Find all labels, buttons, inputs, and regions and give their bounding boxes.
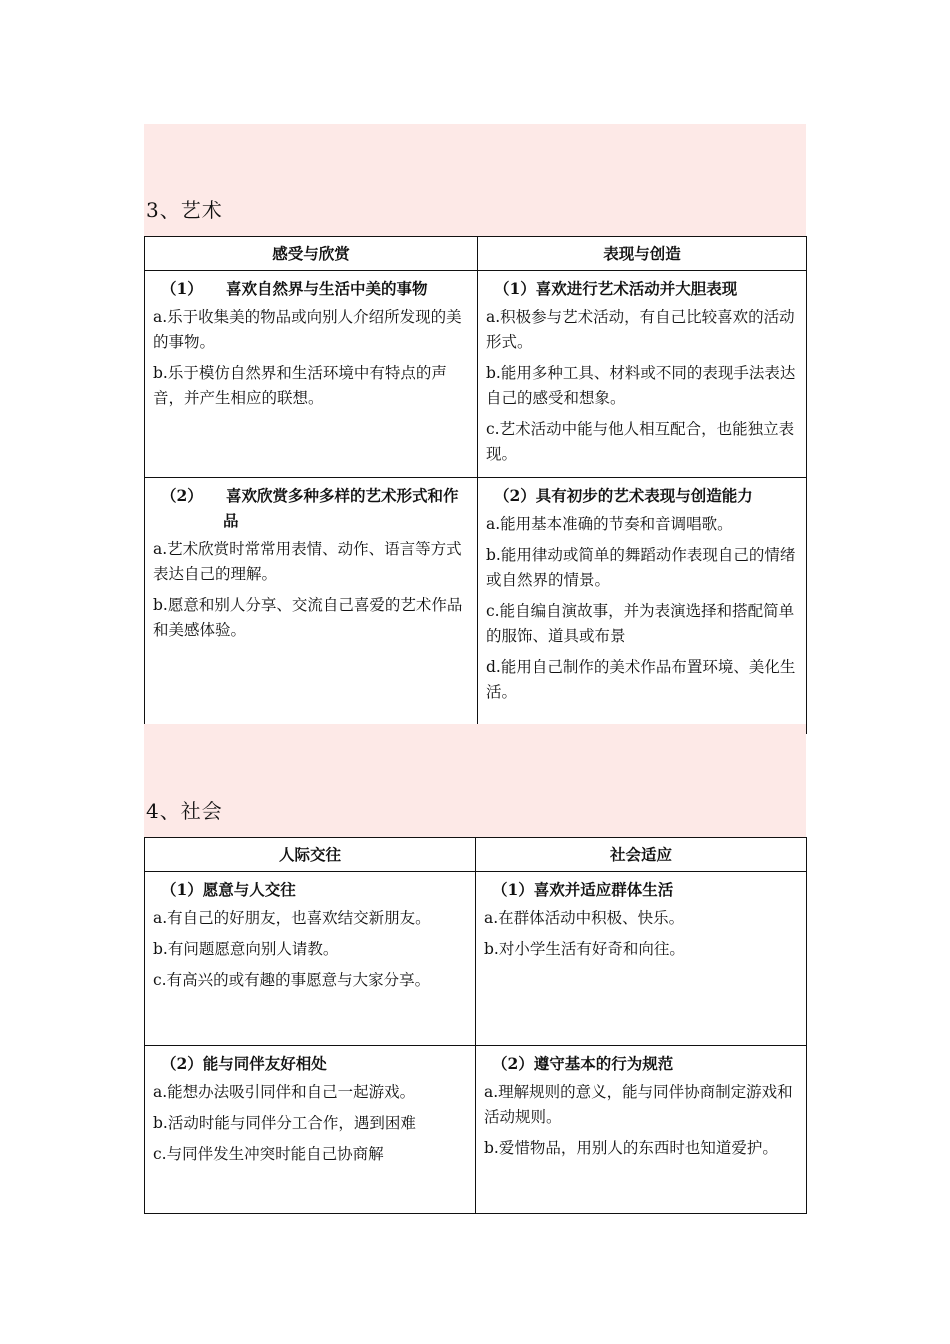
social-goal-1-left-item-a: a.有自己的好朋友，也喜欢结交新朋友。 bbox=[153, 909, 431, 927]
art-goal-1-right-item-a: a.积极参与艺术活动，有自己比较喜欢的活动形式。 bbox=[486, 308, 795, 351]
art-goal-1-right-item-b: b.能用多种工具、材料或不同的表现手法表达自己的感受和想象。 bbox=[486, 364, 796, 407]
social-goal-2-left-item-b: b.活动时能与同伴分工合作，遇到困难 bbox=[153, 1114, 416, 1132]
art-goal-1-left-title: （1） 喜欢自然界与生活中美的事物 bbox=[161, 279, 428, 298]
social-header-row bbox=[145, 838, 807, 872]
art-goal-2-right-item-b: b.能用律动或简单的舞蹈动作表现自己的情绪或自然界的情景。 bbox=[486, 546, 796, 589]
art-goal-1-left-item-a: a.乐于收集美的物品或向别人介绍所发现的美的事物。 bbox=[153, 308, 462, 351]
art-header-row bbox=[145, 237, 807, 271]
art-col-left-header: 感受与欣赏 bbox=[145, 237, 478, 271]
social-col-left-header: 人际交往 bbox=[145, 838, 476, 872]
social-goal-2-left-item-a: a.能想办法吸引同伴和自己一起游戏。 bbox=[153, 1083, 416, 1101]
social-goal-1-right-item-b: b.对小学生活有好奇和向往。 bbox=[484, 940, 685, 958]
art-goal-1-right-item-c: c.艺术活动中能与他人相互配合，也能独立表现。 bbox=[486, 420, 795, 463]
social-row-1-left-cell bbox=[145, 872, 476, 1046]
art-goal-2-left-item-b: b.愿意和别人分享、交流自己喜爱的艺术作品和美感体验。 bbox=[153, 596, 463, 639]
art-table bbox=[144, 236, 807, 734]
social-goal-2-left-title: （2）能与同伴友好相处 bbox=[161, 1054, 327, 1073]
art-goal-1-left-item-b: b.乐于模仿自然界和生活环境中有特点的声音，并产生相应的联想。 bbox=[153, 364, 447, 407]
social-col-right-header: 社会适应 bbox=[476, 838, 807, 872]
social-goal-1-right-item-a: a.在群体活动中积极、快乐。 bbox=[484, 909, 685, 927]
social-row-2-right-cell bbox=[476, 1046, 807, 1214]
art-goal-2-right-title: （2）具有初步的艺术表现与创造能力 bbox=[494, 486, 753, 505]
social-goal-2-right-item-a: a.理解规则的意义，能与同伴协商制定游戏和活动规则。 bbox=[484, 1083, 793, 1126]
social-goal-1-left-item-c: c.有高兴的或有趣的事愿意与大家分享。 bbox=[153, 971, 431, 989]
social-goal-2-right-item-b: b.爱惜物品，用别人的东西时也知道爱护。 bbox=[484, 1139, 778, 1157]
art-row-1 bbox=[145, 271, 807, 478]
art-row-2-right-cell bbox=[478, 478, 807, 734]
social-goal-1-right-title: （1）喜欢并适应群体生活 bbox=[492, 880, 674, 899]
art-section-heading: 3、艺术 bbox=[146, 198, 223, 222]
art-goal-2-right-item-d: d.能用自己制作的美术作品布置环境、美化生活。 bbox=[486, 658, 796, 701]
social-table bbox=[144, 837, 807, 1214]
art-row-1-right-cell bbox=[478, 271, 807, 478]
social-section-heading: 4、社会 bbox=[146, 799, 223, 823]
art-row-2 bbox=[145, 478, 807, 734]
art-heading-band bbox=[144, 124, 806, 236]
social-row-2 bbox=[145, 1046, 807, 1214]
social-row-2-left-cell bbox=[145, 1046, 476, 1214]
social-row-1-right-cell bbox=[476, 872, 807, 1046]
social-heading-band bbox=[144, 724, 806, 837]
art-goal-1-right-title: （1）喜欢进行艺术活动并大胆表现 bbox=[494, 279, 738, 298]
social-row-1 bbox=[145, 872, 807, 1046]
art-goal-2-right-item-c: c.能自编自演故事，并为表演选择和搭配简单的服饰、道具或布景 bbox=[486, 602, 795, 645]
art-goal-2-left-item-a: a.艺术欣赏时常常用表情、动作、语言等方式表达自己的理解。 bbox=[153, 540, 462, 583]
art-row-1-left-cell bbox=[145, 271, 478, 478]
social-goal-1-left-title: （1）愿意与人交往 bbox=[161, 880, 296, 899]
art-col-right-header: 表现与创造 bbox=[478, 237, 807, 271]
social-goal-2-left-item-c: c.与同伴发生冲突时能自己协商解 bbox=[153, 1145, 384, 1163]
art-row-2-left-cell bbox=[145, 478, 478, 734]
social-goal-2-right-title: （2）遵守基本的行为规范 bbox=[492, 1054, 674, 1073]
art-goal-2-right-item-a: a.能用基本准确的节奏和音调唱歌。 bbox=[486, 515, 733, 533]
art-goal-2-left-title: （2） 喜欢欣赏多种多样的艺术形式和作品 bbox=[161, 486, 459, 530]
social-goal-1-left-item-b: b.有问题愿意向别人请教。 bbox=[153, 940, 339, 958]
